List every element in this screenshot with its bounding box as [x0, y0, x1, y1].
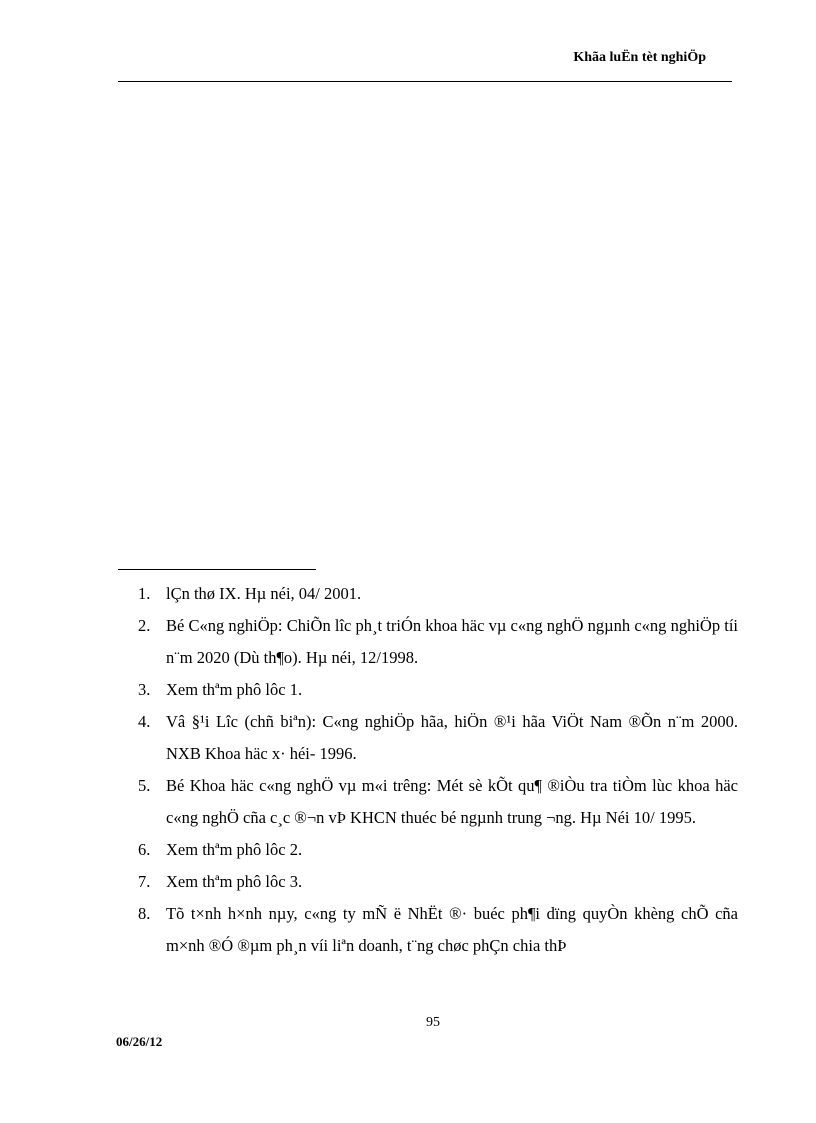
footnote-text: Tõ t×nh h×nh nµy, c«ng ty mÑ ë NhËt ®· buéc ph¶i dïng quyÒn khèng chÕ cña m×nh ®Ó ®µm ph¸n víi liªn doanh, t¨ng chøc phÇn chia thÞ [166, 904, 738, 955]
footnote-text: Vâ §¹i Lîc (chñ biªn): C«ng nghiÖp hãa, hiÖn ®¹i hãa ViÖt Nam ®Õn n¨m 2000. NXB Khoa häc x· héi- 1996. [166, 712, 738, 763]
header-divider [118, 81, 732, 82]
footnote-item [118, 770, 738, 834]
footnote-item [118, 866, 738, 898]
footnote-separator [118, 569, 316, 570]
footnote-number: 8. [138, 904, 151, 923]
footnote-list [118, 578, 738, 962]
page-number: 95 [426, 1015, 440, 1030]
footnote-number: 4. [138, 712, 151, 731]
footnote-item [118, 706, 738, 770]
footnote-item [118, 610, 738, 674]
footnote-item [118, 834, 738, 866]
footnote-item [118, 578, 738, 610]
footnote-item [118, 898, 738, 962]
footnote-text: Xem thªm phô lôc 3. [166, 872, 303, 891]
footer-date: 06/26/12 [116, 1034, 163, 1049]
footnote-text: lÇn thø IX. Hµ néi, 04/ 2001. [166, 584, 362, 603]
footnote-number: 1. [138, 584, 151, 603]
footnote-text: Xem thªm phô lôc 1. [166, 680, 303, 699]
footnote-text: Xem thªm phô lôc 2. [166, 840, 303, 859]
footnote-number: 2. [138, 616, 151, 635]
footnote-text: Bé C«ng nghiÖp: ChiÕn lîc ph¸t triÓn khoa häc vµ c«ng nghÖ ngµnh c«ng nghiÖp tíi n¨m 2020 (Dù th¶o). Hµ néi, 12/1998. [166, 616, 738, 667]
footnote-text: Bé Khoa häc c«ng nghÖ vµ m«i trêng: Mét sè kÕt qu¶ ®iÒu tra tiÒm lùc khoa häc c«ng nghÖ cña c¸c ®¬n vÞ KHCN thuéc bé ngµnh trung ¬ng. Hµ Néi 10/ 1995. [166, 776, 738, 827]
footnote-number: 6. [138, 840, 151, 859]
footnote-item [118, 674, 738, 706]
footnote-number: 5. [138, 776, 151, 795]
footnote-number: 3. [138, 680, 151, 699]
footnote-number: 7. [138, 872, 151, 891]
running-header-title: Khãa luËn tèt nghiÖp [573, 50, 706, 65]
